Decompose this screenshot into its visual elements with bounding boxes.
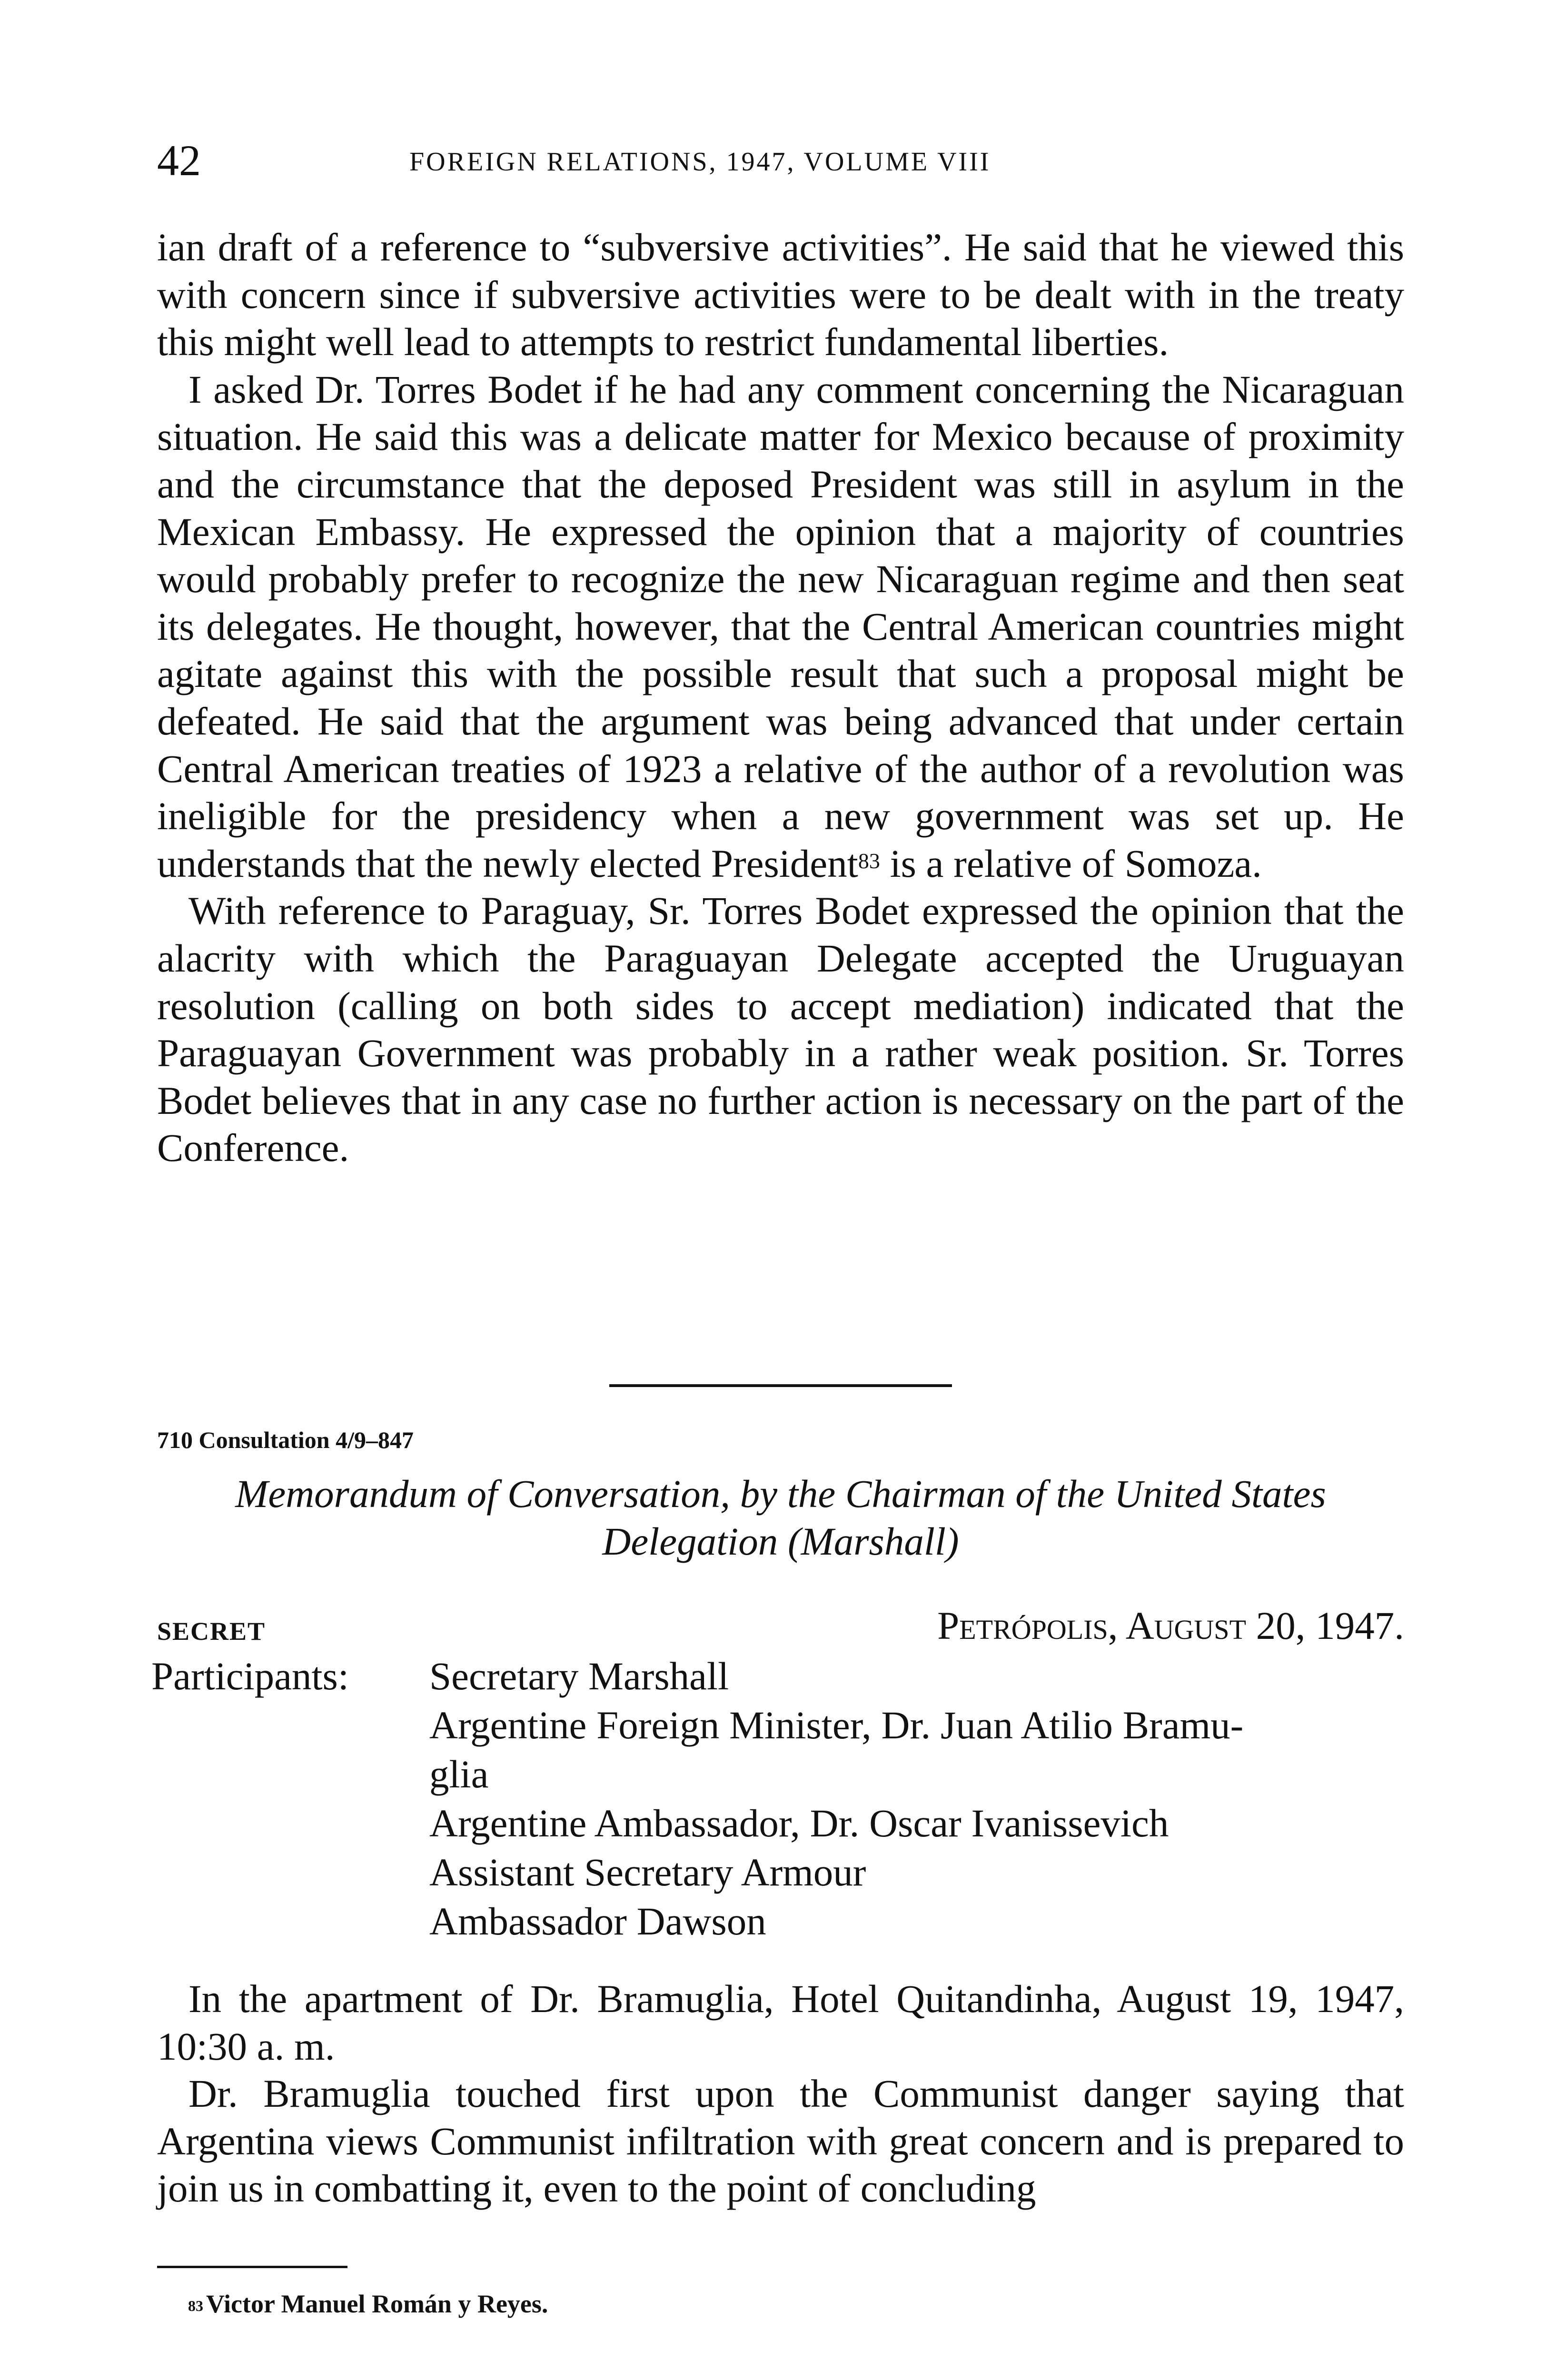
participant-item-continuation: glia: [429, 1752, 489, 1796]
participant-item: Secretary Marshall: [429, 1654, 729, 1698]
memorandum-body: [157, 1975, 1404, 2212]
running-header: [157, 134, 1404, 187]
document-meta: [157, 1602, 1404, 1654]
paragraph-communist-danger: Dr. Bramuglia touched first upon the Communist danger saying that Argentina views Communist infiltration with great concern and is prepared to join us in combatting it, even to the point of concluding: [157, 2072, 1404, 2211]
page-number: 42: [157, 136, 201, 185]
footnote-text: Victor Manuel Román y Reyes.: [206, 2290, 548, 2318]
classification-label: SECRET: [157, 1617, 266, 1646]
participants-list: [429, 1652, 1400, 1946]
paragraph-meeting-location: In the apartment of Dr. Bramuglia, Hotel Quitandinha, August 19, 1947, 10:30 a. m.: [157, 1977, 1404, 2068]
file-reference: 710 Consultation 4/9–847: [157, 1427, 414, 1453]
footnote-reference-marker: 83: [858, 848, 880, 873]
paragraph-nicaragua-text-end: is a relative of Somoza.: [880, 841, 1262, 885]
paragraph-nicaraguan-situation: [157, 366, 1404, 888]
section-divider: [609, 1384, 952, 1387]
paragraph-nicaragua-text: I asked Dr. Torres Bodet if he had any comment concerning the Nicaraguan situation. He said this was a delicate matter for Mexico because of proximity and the circumstance that the deposed President was still in asylum in the Mexican Embassy. He expressed the opinion that a majority of countries would probably prefer to recognize the new Nicaraguan regime and then seat its delegates. He thought, however, that the Central American countries might agitate against this with the possible result that such a proposal might be defeated. He said that the argument was being advanced that under certain Central American treaties of 1923 a relative of the author of a revolution was ineligible for the presidency when a new government was set up. He understands that the newly elected President: [157, 367, 1404, 885]
footnote-rule: [157, 2266, 347, 2268]
paragraph-subversive-activities: ian draft of a reference to “subversive activities”. He said that he viewed this with concern since if subversive activities were to be dealt with in the treaty this might well lead to attempts to restrict fundamental liberties.: [157, 225, 1404, 364]
paragraph-paraguay: With reference to Paraguay, Sr. Torres Bodet expressed the opinion that the alacrity with which the Paraguayan Delegate accepted the Uruguayan resolution (calling on both sides to accept mediation) indicated that the Paraguayan Government was probably in a rather weak position. Sr. Torres Bodet believes that in any case no further action is necessary on the part of the Conference.: [157, 889, 1404, 1170]
participant-item: Assistant Secretary Armour: [429, 1850, 866, 1894]
conversation-continuation: [157, 224, 1404, 1172]
footnote-marker: 83: [188, 2297, 203, 2314]
document-title: Memorandum of Conversation, by the Chairman of the United States Delegation (Marshall): [235, 1472, 1326, 1563]
participant-item: Argentine Ambassador, Dr. Oscar Ivanissevich: [429, 1801, 1169, 1845]
running-title: FOREIGN RELATIONS, 1947, VOLUME VIII: [409, 147, 991, 177]
participant-item: Ambassador Dawson: [429, 1899, 766, 1943]
participant-item: Argentine Foreign Minister, Dr. Juan Atilio Bramu-: [429, 1703, 1244, 1747]
place-date: Petrópolis, August 20, 1947.: [937, 1604, 1404, 1647]
participants-label: Participants:: [151, 1654, 349, 1698]
footnote: [188, 2285, 548, 2323]
